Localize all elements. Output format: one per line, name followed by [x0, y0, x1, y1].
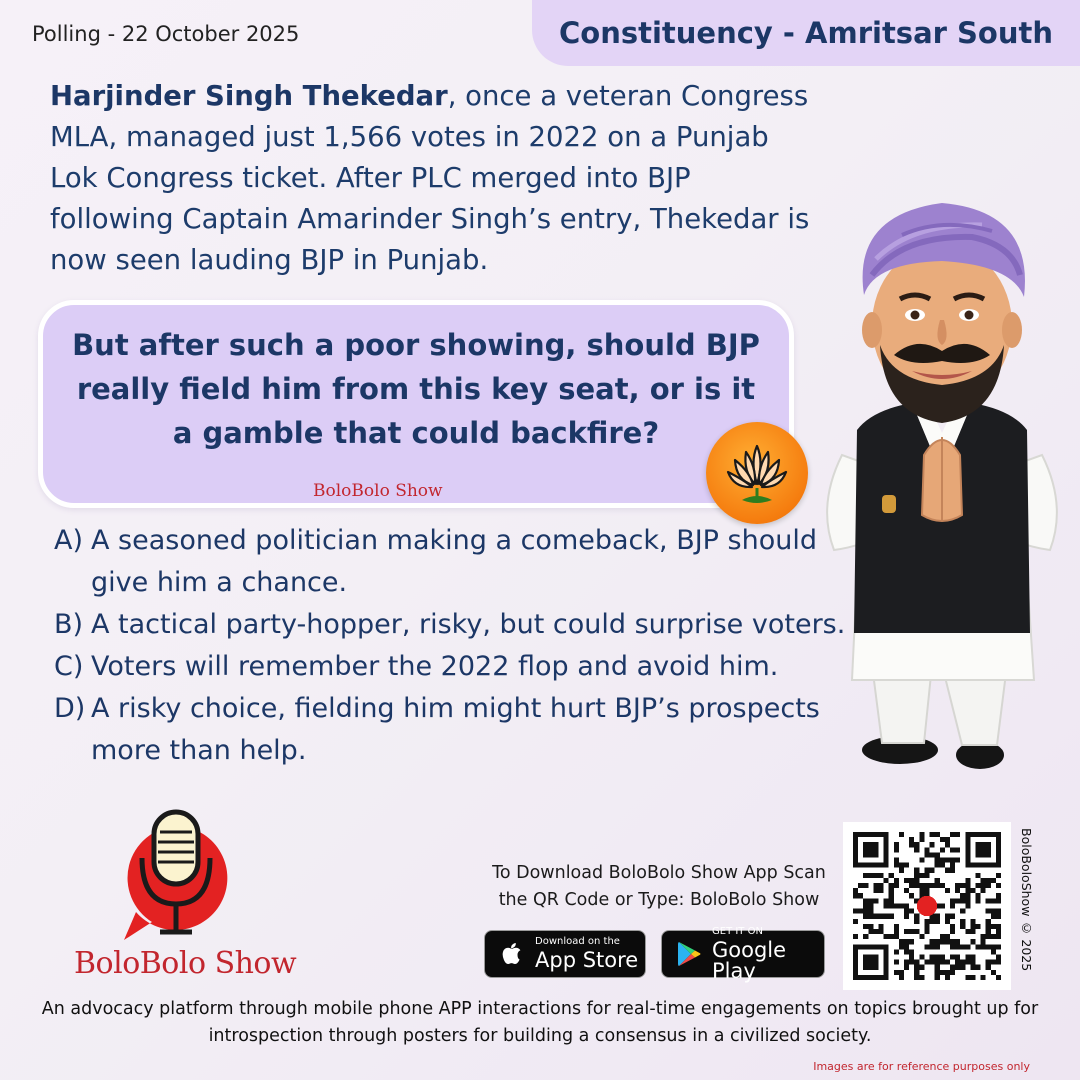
- politician-illustration: [812, 175, 1072, 785]
- google-play-button[interactable]: GET IT ON Google Play: [661, 930, 825, 978]
- question-brand-label: BoloBolo Show: [313, 481, 443, 501]
- tagline: An advocacy platform through mobile phone APP interactions for real-time engagements on topics brought up for introspection through posters for building a consensus in a civilized society.: [41, 999, 1039, 1046]
- option-c[interactable]: C) Voters will remember the 2022 flop and avoid him.: [54, 651, 779, 682]
- apple-icon: [497, 939, 527, 969]
- download-instructions: To Download BoloBolo Show App Scan the QR Code or Type: BoloBolo Show: [492, 863, 826, 910]
- question-box: [38, 300, 794, 508]
- copyright-notice: BoloBoloShow © 2025: [1019, 828, 1034, 972]
- qr-code[interactable]: [843, 822, 1011, 990]
- candidate-name: Harjinder Singh Thekedar: [50, 80, 448, 112]
- disclaimer: Images are for reference purposes only: [813, 1060, 1030, 1073]
- lotus-icon: [706, 422, 808, 524]
- answer-options: [54, 520, 854, 772]
- polling-date: Polling - 22 October 2025: [32, 22, 300, 46]
- google-play-icon: [674, 939, 704, 969]
- constituency-label: Constituency - Amritsar South: [558, 16, 1054, 50]
- intro-paragraph: [50, 76, 810, 281]
- question-text: But after such a poor showing, should BJP really field him from this key seat, or is it a gamble that could backfire?: [72, 328, 760, 450]
- option-a[interactable]: A) A seasoned politician making a comeback, BJP should give him a chance.: [54, 525, 817, 598]
- constituency-header: [532, 0, 1080, 66]
- app-store-button[interactable]: Download on the App Store: [484, 930, 646, 978]
- intro-text: , once a veteran Congress MLA, managed just 1,566 votes in 2022 on a Punjab Lok Congress ticket. After PLC merged into BJP following Captain Amarinder Singh’s entry, Thekedar is now seen lauding BJP in Punjab.: [50, 80, 810, 276]
- microphone-icon: [116, 808, 236, 944]
- brand-logo-text: BoloBolo Show: [74, 946, 297, 981]
- option-d[interactable]: D) A risky choice, fielding him might hurt BJP’s prospects more than help.: [54, 693, 820, 766]
- option-b[interactable]: B) A tactical party-hopper, risky, but could surprise voters.: [54, 609, 846, 640]
